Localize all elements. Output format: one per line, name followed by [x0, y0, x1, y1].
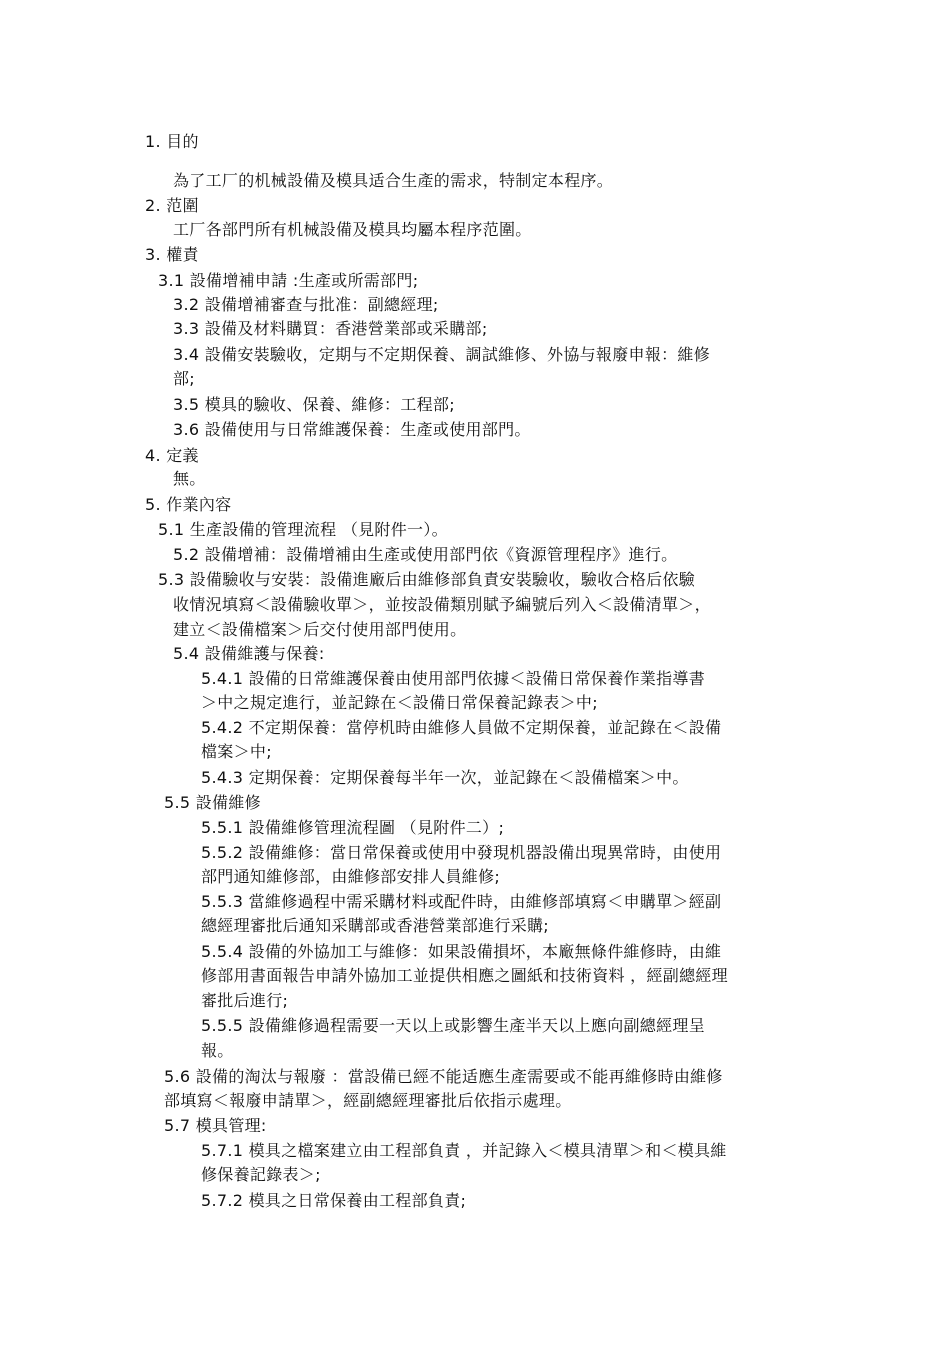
item-5-6-cont: 部填寫＜報廢申請單＞，經副總經理審批后依指示處理。 [164, 1091, 572, 1110]
item-3-1: 3.1 設備增補申請 :生產或所需部門; [158, 271, 419, 290]
section-1-heading: 1. 目的 [145, 132, 199, 151]
item-5-6: 5.6 設備的淘汰与報廢 ：當設備已經不能适應生產需要或不能再維修時由維修 [164, 1067, 723, 1086]
section-4-heading: 4. 定義 [145, 446, 199, 465]
item-3-2: 3.2 設備增補審查与批准：副總經理; [173, 295, 439, 314]
item-5-3: 5.3 設備驗收与安裝：設備進廠后由維修部負責安裝驗收，驗收合格后依驗 [158, 570, 696, 589]
section-3-heading: 3. 權責 [145, 245, 199, 264]
item-3-4-cont: 部; [173, 369, 195, 388]
item-5-4-3: 5.4.3 定期保養：定期保養每半年一次，並記錄在＜設備檔案＞中。 [201, 768, 689, 787]
item-5-5-2: 5.5.2 設備維修：當日常保養或使用中發現机器設備出現異常時，由使用 [201, 843, 722, 862]
item-5-5-3: 5.5.3 當維修過程中需采購材料或配件時，由維修部填寫＜申購單＞經副 [201, 892, 722, 911]
item-5-7-1: 5.7.1 模具之檔案建立由工程部負責 ，并記錄入＜模具清單＞和＜模具維 [201, 1141, 727, 1160]
item-5-5-4-cont-1: 修部用書面報告申請外協加工並提供相應之圖紙和技術資料 ，經副總經理 [201, 966, 728, 985]
item-5-5-3-cont: 總經理審批后通知采購部或香港營業部進行采購; [201, 916, 549, 935]
item-5-5-5: 5.5.5 設備維修過程需要一天以上或影響生產半天以上應向副總經理呈 [201, 1016, 705, 1035]
item-5-3-cont-2: 建立＜設備檔案＞后交付使用部門使用。 [173, 620, 467, 639]
item-5-5-1: 5.5.1 設備維修管理流程圖 （見附件二）; [201, 818, 505, 837]
item-5-4: 5.4 設備維護与保養: [173, 644, 325, 663]
item-5-4-2-cont: 檔案＞中; [201, 742, 272, 761]
item-5-5-5-cont: 報。 [201, 1041, 234, 1060]
item-5-4-1-cont: ＞中之規定進行，並記錄在＜設備日常保養記錄表＞中; [201, 693, 598, 712]
item-3-4: 3.4 設備安裝驗收，定期与不定期保養、調試維修、外協与報廢申報：維修 [173, 345, 711, 364]
section-4-body: 無。 [173, 469, 206, 488]
item-5-3-cont-1: 收情況填寫＜設備驗收單＞，並按設備類別賦予編號后列入＜設備清單＞， [173, 595, 711, 614]
item-3-3: 3.3 設備及材料購買：香港營業部或采購部; [173, 319, 488, 338]
item-5-4-1: 5.4.1 設備的日常維護保養由使用部門依據＜設備日常保養作業指導書 [201, 669, 705, 688]
item-5-5-4: 5.5.4 設備的外協加工与維修：如果設備損坏，本廠無條件維修時，由維 [201, 942, 722, 961]
item-5-5-2-cont: 部門通知維修部，由維修部安排人員維修; [201, 867, 501, 886]
section-5-heading: 5. 作業內容 [145, 495, 232, 514]
item-3-5: 3.5 模具的驗收、保養、維修：工程部; [173, 395, 455, 414]
item-3-6: 3.6 設備使用与日常維護保養：生產或使用部門。 [173, 420, 531, 439]
section-1-body: 為了工厂的机械設備及模具适合生產的需求，特制定本程序。 [173, 171, 614, 190]
item-5-4-2: 5.4.2 不定期保養：當停机時由維修人員做不定期保養，並記錄在＜設備 [201, 718, 722, 737]
item-5-2: 5.2 設備增補：設備增補由生產或使用部門依《資源管理程序》進行。 [173, 545, 678, 564]
item-5-7: 5.7 模具管理: [164, 1116, 267, 1135]
item-5-5-4-cont-2: 審批后進行; [201, 991, 289, 1010]
section-2-heading: 2. 范圍 [145, 196, 199, 215]
item-5-7-1-cont: 修保養記錄表＞; [201, 1165, 321, 1184]
item-5-1: 5.1 生產設備的管理流程 （見附件一）。 [158, 520, 448, 539]
item-5-7-2: 5.7.2 模具之日常保養由工程部負責; [201, 1191, 467, 1210]
section-2-body: 工厂各部門所有机械設備及模具均屬本程序范圍。 [173, 220, 532, 239]
item-5-5: 5.5 設備維修 [164, 793, 261, 812]
